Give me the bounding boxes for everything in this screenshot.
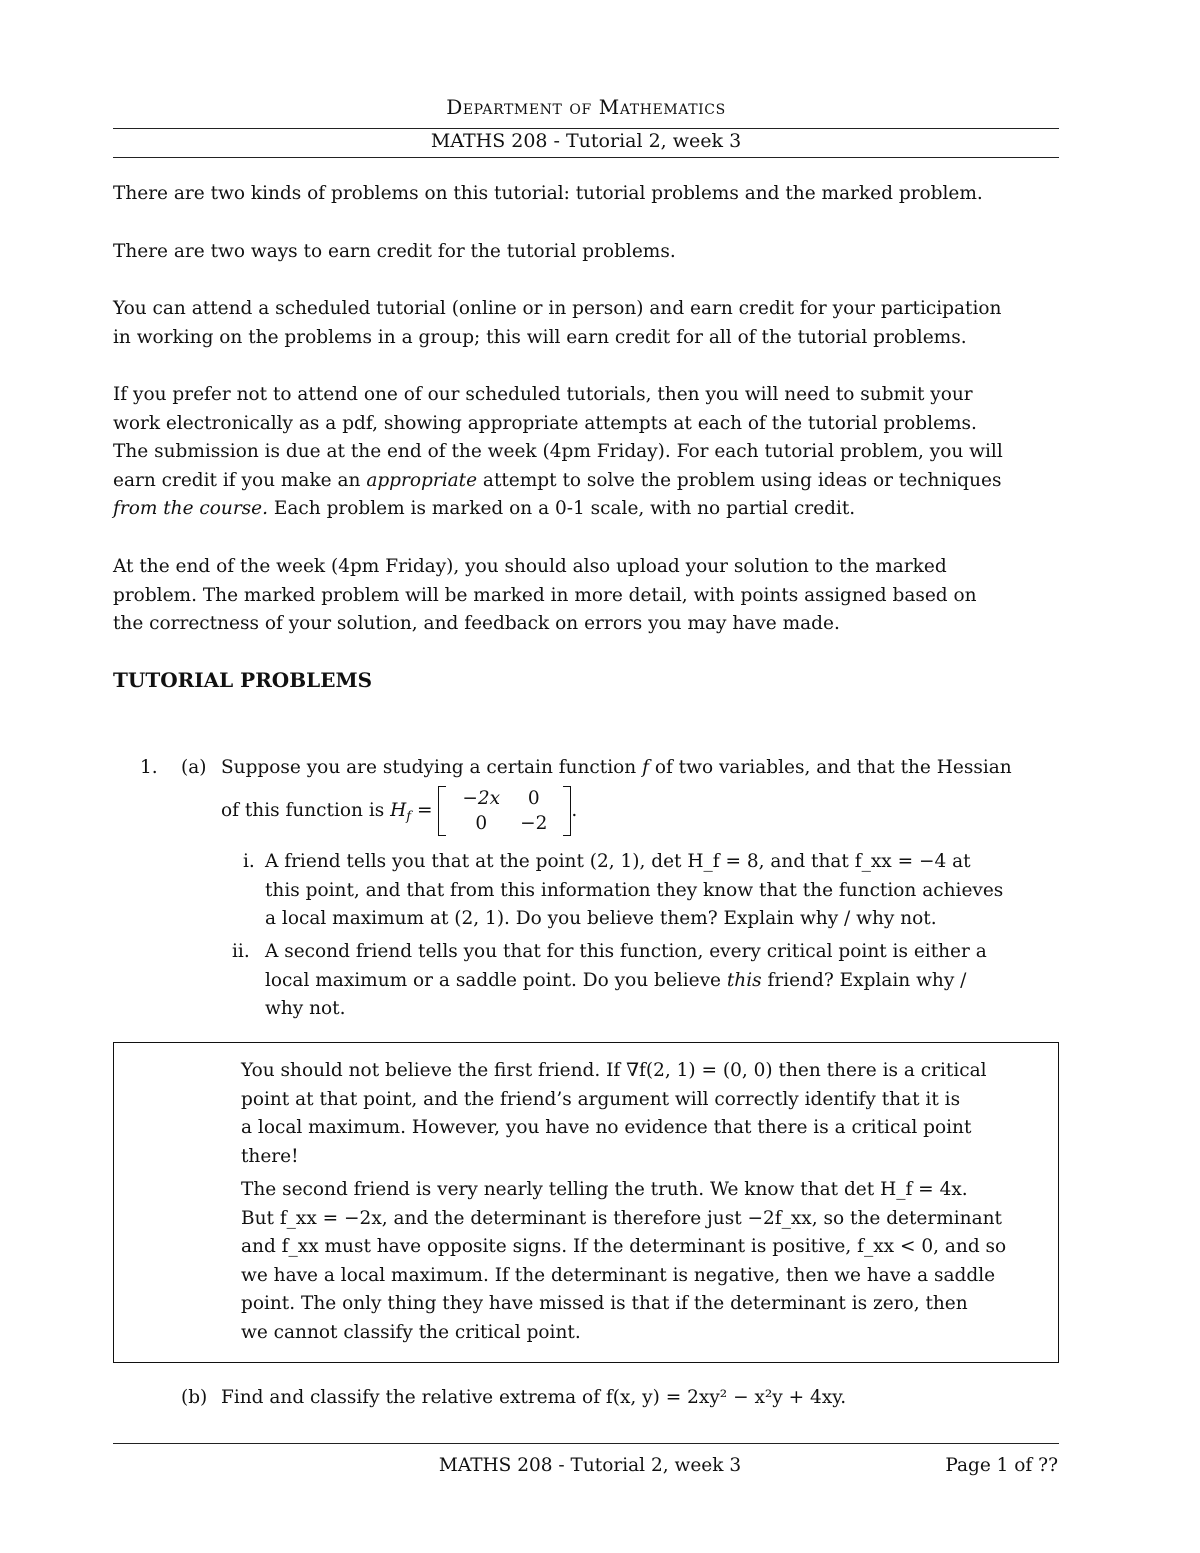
text-span: Each problem is marked on a 0-1 scale, with no partial credit. [268, 498, 856, 519]
matrix-entry: −2 [520, 813, 548, 834]
text-line: A second friend tells you that for this function, every critical point is either a [265, 941, 987, 962]
text-line: this point, and that from this information they know that the function achieves [265, 879, 1004, 901]
text-line: problem. The marked problem will be marked in more detail, with points assigned based on [113, 584, 977, 606]
text-line: a local maximum at (2, 1). Do you believe them? Explain why / why not. [265, 908, 937, 929]
solution-paragraph-1 [241, 1057, 1041, 1171]
matrix-entry: 0 [475, 813, 488, 834]
matrix-entry: −2x [462, 788, 501, 809]
text-line: there! [241, 1145, 299, 1167]
footer-page-number: Page 1 of ?? [945, 1455, 1058, 1476]
item-i-text [265, 848, 1060, 934]
intro-paragraph-2: There are two ways to earn credit for the tutorial problems. [113, 241, 676, 262]
hessian-subscript: f [406, 809, 412, 825]
matrix-grid [452, 786, 557, 836]
text-line: a local maximum. However, you have no evidence that there is a critical point [241, 1117, 972, 1138]
course-title: MATHS 208 - Tutorial 2, week 3 [430, 130, 742, 152]
text-line: in working on the problems in a group; this will earn credit for all of the tutorial problems. [113, 326, 967, 348]
text-line: You can attend a scheduled tutorial (online or in person) and earn credit for your participation [113, 298, 1002, 319]
part-a-line-2 [221, 783, 577, 846]
text-span: attempt to solve the problem using ideas or techniques [477, 469, 1002, 491]
section-heading: TUTORIAL PROBLEMS [113, 668, 373, 692]
text-line: The second friend is very nearly telling the truth. We know that det H_f = 4x. [241, 1179, 968, 1200]
text-span: Suppose you are studying a certain function [221, 757, 643, 778]
item-i-label: i. [243, 851, 255, 872]
text-line [113, 495, 1059, 524]
text-line: At the end of the week (4pm Friday), you should also upload your solution to the marked [113, 556, 947, 577]
intro-paragraph-4 [113, 381, 1059, 524]
text-line [265, 967, 1060, 996]
text-line [113, 467, 1059, 496]
equals-sign: = [411, 800, 439, 821]
text-line: point at that point, and the friend’s argument will correctly identify that it is [241, 1088, 961, 1110]
intro-paragraph-3 [113, 295, 1059, 352]
header-rule-top [113, 128, 1059, 129]
text-line: But f_xx = −2x, and the determinant is therefore just −2f_xx, so the determinant [241, 1207, 1002, 1229]
emphasis-from-the-course: from the course. [113, 498, 269, 519]
problem-number: 1. [140, 757, 158, 778]
text-span: local maximum or a saddle point. Do you believe [265, 969, 727, 991]
period: . [571, 800, 578, 821]
text-span: friend? Explain why / [761, 969, 967, 991]
text-line: A friend tells you that at the point (2, 1), det H_f = 8, and that f_xx = −4 at [265, 851, 971, 872]
text-line: why not. [265, 998, 346, 1019]
part-a-line-1 [221, 754, 1061, 783]
emphasis-appropriate: appropriate [366, 469, 478, 491]
math-f: f [642, 757, 649, 778]
header-rule-bottom [113, 157, 1059, 158]
solution-paragraph-2 [241, 1176, 1041, 1347]
text-span: earn credit if you make an [113, 469, 367, 491]
hessian-symbol: H [390, 800, 407, 821]
text-line: work electronically as a pdf, showing appropriate attempts at each of the tutorial problems. [113, 412, 977, 434]
text-line: The submission is due at the end of the week (4pm Friday). For each tutorial problem, you will [113, 441, 1003, 462]
intro-paragraph-5 [113, 553, 1059, 639]
text-line: You should not believe the first friend. If ∇f(2, 1) = (0, 0) then there is a critical [241, 1060, 987, 1081]
text-line: the correctness of your solution, and feedback on errors you may have made. [113, 613, 840, 634]
item-ii-label: ii. [232, 941, 250, 962]
text-line: we have a local maximum. If the determinant is negative, then we have a saddle [241, 1264, 996, 1286]
item-ii-text [265, 938, 1060, 1024]
intro-paragraph-1: There are two kinds of problems on this tutorial: tutorial problems and the marked problem. [113, 183, 983, 204]
matrix-entry: 0 [527, 788, 540, 809]
footer-course: MATHS 208 - Tutorial 2, week 3 [438, 1455, 742, 1476]
hessian-matrix [438, 786, 571, 836]
department-title: Department of Mathematics [446, 95, 726, 119]
text-span: of two variables, and that the Hessian [648, 757, 1012, 778]
text-line: and f_xx must have opposite signs. If the determinant is positive, f_xx < 0, and so [241, 1236, 1007, 1257]
part-b-text: Find and classify the relative extrema of f(x, y) = 2xy² − x²y + 4xy. [221, 1387, 847, 1408]
part-b-label: (b) [181, 1387, 208, 1408]
part-a-label: (a) [181, 757, 207, 778]
text-line: point. The only thing they have missed is that if the determinant is zero, then [241, 1293, 968, 1314]
text-line: If you prefer not to attend one of our scheduled tutorials, then you will need to submit your [113, 384, 973, 405]
text-line: we cannot classify the critical point. [241, 1321, 581, 1343]
text-span: of this function is [221, 800, 391, 821]
emphasis-this: this [726, 969, 762, 991]
footer-rule [113, 1443, 1059, 1444]
